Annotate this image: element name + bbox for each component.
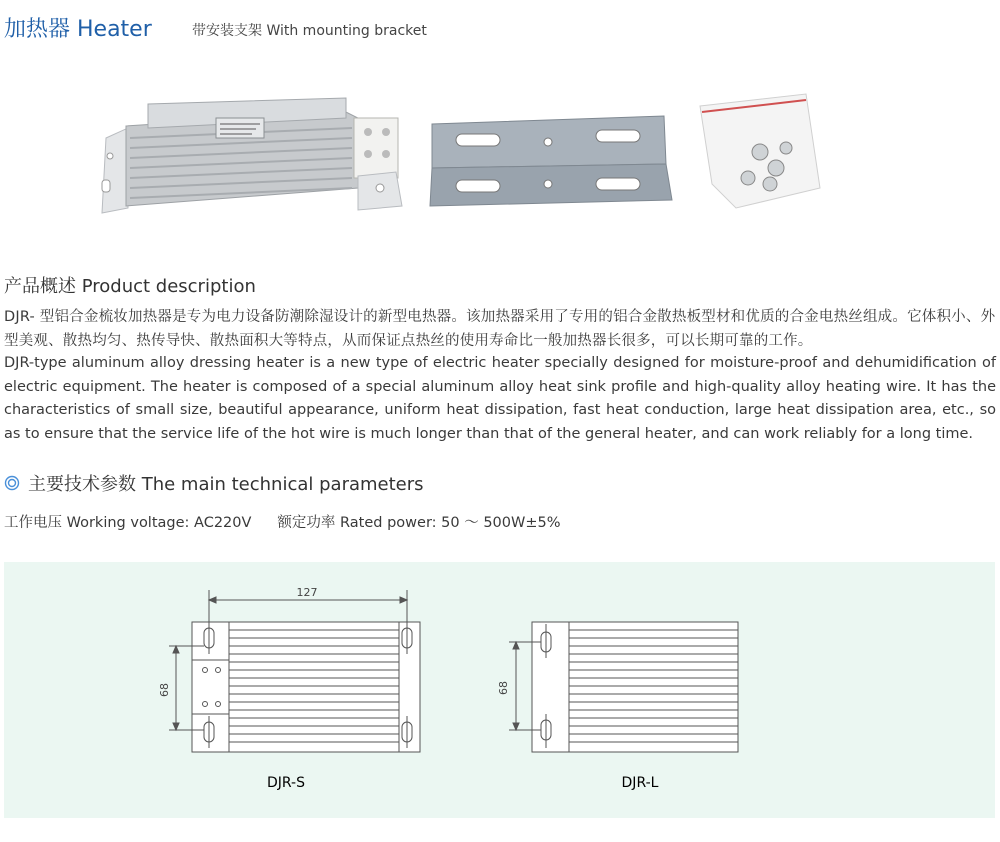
djr-s-label: DJR-S: [266, 775, 306, 791]
description-paragraph-en: DJR-type aluminum alloy dressing heater is a new type of electric heater specially designed for moisture-proof and dehumidification of electric equipment. The heater is composed of a special aluminum alloy heat sink profile and high-quality alloy heating wire. It has the characteristics of small size, beautiful appearance, uniform heat dissipation, fast heat conduction, large heat dissipation area, etc., so as to ensure that the service life of the hot wire is much longer than that of the general heater, and can work reliably for a long time.: [4, 355, 996, 442]
djr-s-height-dimension: 68: [158, 683, 171, 697]
djr-l-label: DJR-L: [621, 775, 659, 791]
heater-unit-image: [102, 98, 402, 213]
description-paragraph-cn: DJR- 型铝合金梳妆加热器是专为电力设备防潮除湿设计的新型电热器。该加热器采用了专用的铝合金散热板型材和优质的合金电热丝组成。它体积小、外型美观、散热均匀、热传导快、散热面积大等特点，从而保证点热丝的使用寿命比一般加热器长很多，可以长期可靠的工作。: [4, 309, 996, 349]
mounting-bracket-image: [430, 116, 672, 206]
product-photos: [96, 88, 856, 218]
screw-bag-image: [700, 94, 820, 208]
product-description-heading: 产品概述 Product description: [4, 276, 256, 297]
technical-parameters-heading-text: 主要技术参数 The main technical parameters: [28, 474, 424, 495]
page-subtitle: 带安装支架 With mounting bracket: [192, 23, 427, 39]
djr-s-width-dimension: 127: [296, 586, 318, 599]
djr-l-drawing: [509, 622, 738, 752]
working-voltage: 工作电压 Working voltage: AC220V: [4, 515, 252, 531]
rated-power: 额定功率 Rated power: 50 ～ 500W±5%: [277, 515, 561, 531]
dimension-diagram-panel: [4, 562, 995, 818]
parameters-line: [4, 511, 560, 532]
circle-bullet-icon: [4, 475, 20, 491]
djr-s-drawing: [169, 590, 420, 752]
page-title: 加热器 Heater: [4, 17, 152, 42]
djr-l-height-dimension: 68: [497, 681, 510, 695]
technical-parameters-heading: [4, 470, 424, 496]
